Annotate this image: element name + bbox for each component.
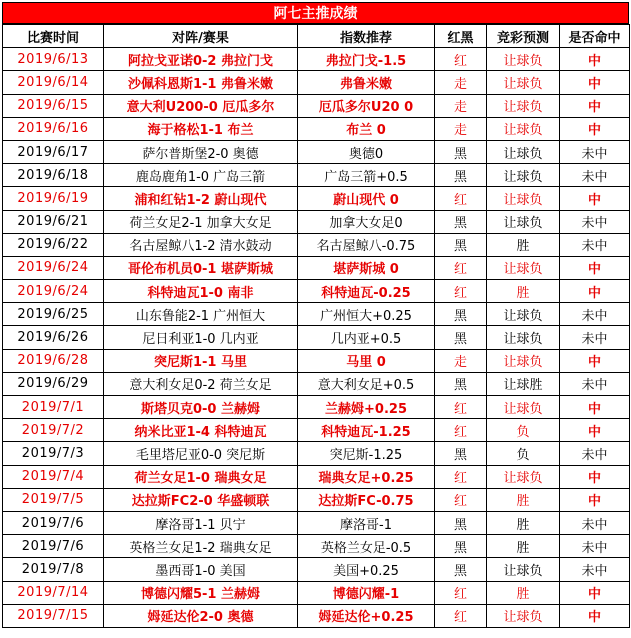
cell-red-black: 黑 bbox=[435, 140, 487, 163]
cell-result: 中 bbox=[560, 71, 630, 94]
cell-result: 未中 bbox=[560, 372, 630, 395]
cell-tip: 达拉斯FC-0.75 bbox=[298, 488, 435, 511]
cell-red-black: 红 bbox=[435, 581, 487, 604]
cell-result: 中 bbox=[560, 280, 630, 303]
cell-red-black: 红 bbox=[435, 187, 487, 210]
cell-match: 鹿岛鹿角1-0 广岛三箭 bbox=[104, 164, 298, 187]
table-row bbox=[3, 210, 630, 233]
table-row bbox=[3, 71, 630, 94]
cell-date: 2019/7/3 bbox=[3, 442, 104, 465]
cell-red-black: 黑 bbox=[435, 233, 487, 256]
cell-tip: 弗鲁米嫩 bbox=[298, 71, 435, 94]
cell-prediction: 让球负 bbox=[487, 558, 560, 581]
cell-match: 毛里塔尼亚0-0 突尼斯 bbox=[104, 442, 298, 465]
cell-match: 名古屋鲸八1-2 清水鼓动 bbox=[104, 233, 298, 256]
cell-prediction: 让球负 bbox=[487, 604, 560, 627]
header-red-black: 红黑 bbox=[435, 25, 487, 48]
cell-match: 意大利女足0-2 荷兰女足 bbox=[104, 372, 298, 395]
table-row bbox=[3, 442, 630, 465]
cell-result: 未中 bbox=[560, 233, 630, 256]
cell-prediction: 让球负 bbox=[487, 94, 560, 117]
cell-date: 2019/6/22 bbox=[3, 233, 104, 256]
cell-result: 中 bbox=[560, 94, 630, 117]
cell-tip: 厄瓜多尔U20 0 bbox=[298, 94, 435, 117]
cell-date: 2019/6/24 bbox=[3, 256, 104, 279]
cell-result: 未中 bbox=[560, 210, 630, 233]
cell-match: 墨西哥1-0 美国 bbox=[104, 558, 298, 581]
table-row bbox=[3, 581, 630, 604]
cell-red-black: 红 bbox=[435, 256, 487, 279]
table-row bbox=[3, 372, 630, 395]
header-tip: 指数推荐 bbox=[298, 25, 435, 48]
cell-result: 中 bbox=[560, 396, 630, 419]
cell-match: 荷兰女足2-1 加拿大女足 bbox=[104, 210, 298, 233]
cell-prediction: 让球负 bbox=[487, 71, 560, 94]
cell-match: 达拉斯FC2-0 华盛顿联 bbox=[104, 488, 298, 511]
cell-prediction: 让球负 bbox=[487, 48, 560, 71]
cell-date: 2019/7/1 bbox=[3, 396, 104, 419]
cell-red-black: 红 bbox=[435, 396, 487, 419]
cell-match: 山东鲁能2-1 广州恒大 bbox=[104, 303, 298, 326]
table-row bbox=[3, 256, 630, 279]
cell-date: 2019/6/14 bbox=[3, 71, 104, 94]
cell-result: 未中 bbox=[560, 558, 630, 581]
cell-red-black: 走 bbox=[435, 94, 487, 117]
header-match: 对阵/赛果 bbox=[104, 25, 298, 48]
header-prediction: 竞彩预测 bbox=[487, 25, 560, 48]
cell-match: 沙佩科恩斯1-1 弗鲁米嫩 bbox=[104, 71, 298, 94]
cell-date: 2019/6/13 bbox=[3, 48, 104, 71]
cell-date: 2019/6/15 bbox=[3, 94, 104, 117]
cell-prediction: 让球负 bbox=[487, 396, 560, 419]
cell-tip: 美国+0.25 bbox=[298, 558, 435, 581]
cell-date: 2019/7/15 bbox=[3, 604, 104, 627]
table-header-row bbox=[3, 25, 630, 48]
cell-red-black: 走 bbox=[435, 117, 487, 140]
cell-date: 2019/6/17 bbox=[3, 140, 104, 163]
cell-prediction: 胜 bbox=[487, 280, 560, 303]
cell-match: 意大利U200-0 厄瓜多尔 bbox=[104, 94, 298, 117]
table-row bbox=[3, 303, 630, 326]
cell-red-black: 黑 bbox=[435, 164, 487, 187]
cell-date: 2019/7/8 bbox=[3, 558, 104, 581]
cell-prediction: 让球负 bbox=[487, 117, 560, 140]
cell-tip: 名古屋鲸八-0.75 bbox=[298, 233, 435, 256]
cell-result: 未中 bbox=[560, 442, 630, 465]
cell-result: 中 bbox=[560, 581, 630, 604]
header-hit: 是否命中 bbox=[560, 25, 630, 48]
header-date: 比赛时间 bbox=[3, 25, 104, 48]
cell-tip: 广州恒大+0.25 bbox=[298, 303, 435, 326]
cell-date: 2019/7/4 bbox=[3, 465, 104, 488]
cell-prediction: 负 bbox=[487, 442, 560, 465]
table-row bbox=[3, 48, 630, 71]
cell-red-black: 黑 bbox=[435, 535, 487, 558]
cell-prediction: 胜 bbox=[487, 511, 560, 534]
cell-date: 2019/7/6 bbox=[3, 535, 104, 558]
cell-tip: 意大利女足+0.5 bbox=[298, 372, 435, 395]
cell-date: 2019/6/24 bbox=[3, 280, 104, 303]
cell-date: 2019/6/29 bbox=[3, 372, 104, 395]
table-row bbox=[3, 187, 630, 210]
cell-match: 浦和红钻1-2 蔚山现代 bbox=[104, 187, 298, 210]
table-row bbox=[3, 117, 630, 140]
cell-date: 2019/7/14 bbox=[3, 581, 104, 604]
table-row bbox=[3, 465, 630, 488]
cell-result: 未中 bbox=[560, 535, 630, 558]
table-row bbox=[3, 488, 630, 511]
cell-tip: 弗拉门戈-1.5 bbox=[298, 48, 435, 71]
cell-result: 中 bbox=[560, 48, 630, 71]
cell-match: 斯塔贝克0-0 兰赫姆 bbox=[104, 396, 298, 419]
cell-prediction: 让球负 bbox=[487, 465, 560, 488]
cell-red-black: 黑 bbox=[435, 511, 487, 534]
cell-red-black: 红 bbox=[435, 48, 487, 71]
cell-match: 科特迪瓦1-0 南非 bbox=[104, 280, 298, 303]
table-row bbox=[3, 233, 630, 256]
cell-red-black: 黑 bbox=[435, 303, 487, 326]
cell-result: 中 bbox=[560, 256, 630, 279]
cell-tip: 兰赫姆+0.25 bbox=[298, 396, 435, 419]
table-row bbox=[3, 349, 630, 372]
cell-match: 海于格松1-1 布兰 bbox=[104, 117, 298, 140]
cell-red-black: 红 bbox=[435, 488, 487, 511]
cell-tip: 加拿大女足0 bbox=[298, 210, 435, 233]
results-table bbox=[2, 24, 630, 628]
cell-tip: 科特迪瓦-0.25 bbox=[298, 280, 435, 303]
cell-tip: 瑞典女足+0.25 bbox=[298, 465, 435, 488]
cell-date: 2019/7/5 bbox=[3, 488, 104, 511]
cell-result: 中 bbox=[560, 117, 630, 140]
cell-result: 中 bbox=[560, 187, 630, 210]
cell-match: 哥伦布机员0-1 堪萨斯城 bbox=[104, 256, 298, 279]
cell-red-black: 走 bbox=[435, 71, 487, 94]
cell-tip: 蔚山现代 0 bbox=[298, 187, 435, 210]
cell-match: 摩洛哥1-1 贝宁 bbox=[104, 511, 298, 534]
cell-date: 2019/6/18 bbox=[3, 164, 104, 187]
cell-match: 姆延达伦2-0 奥德 bbox=[104, 604, 298, 627]
table-row bbox=[3, 419, 630, 442]
cell-date: 2019/6/26 bbox=[3, 326, 104, 349]
cell-prediction: 让球负 bbox=[487, 140, 560, 163]
cell-result: 中 bbox=[560, 465, 630, 488]
cell-match: 英格兰女足1-2 瑞典女足 bbox=[104, 535, 298, 558]
cell-tip: 姆延达伦+0.25 bbox=[298, 604, 435, 627]
cell-prediction: 让球负 bbox=[487, 326, 560, 349]
cell-red-black: 走 bbox=[435, 349, 487, 372]
cell-tip: 几内亚+0.5 bbox=[298, 326, 435, 349]
cell-tip: 马里 0 bbox=[298, 349, 435, 372]
cell-result: 未中 bbox=[560, 511, 630, 534]
cell-result: 未中 bbox=[560, 140, 630, 163]
table-row bbox=[3, 511, 630, 534]
cell-prediction: 胜 bbox=[487, 581, 560, 604]
cell-match: 荷兰女足1-0 瑞典女足 bbox=[104, 465, 298, 488]
table-row bbox=[3, 164, 630, 187]
cell-date: 2019/6/28 bbox=[3, 349, 104, 372]
cell-red-black: 红 bbox=[435, 419, 487, 442]
cell-red-black: 黑 bbox=[435, 326, 487, 349]
cell-tip: 布兰 0 bbox=[298, 117, 435, 140]
cell-prediction: 让球负 bbox=[487, 164, 560, 187]
cell-result: 未中 bbox=[560, 303, 630, 326]
cell-date: 2019/6/25 bbox=[3, 303, 104, 326]
cell-date: 2019/6/21 bbox=[3, 210, 104, 233]
cell-date: 2019/6/16 bbox=[3, 117, 104, 140]
cell-red-black: 黑 bbox=[435, 442, 487, 465]
cell-tip: 博德闪耀-1 bbox=[298, 581, 435, 604]
cell-match: 萨尔普斯堡2-0 奥德 bbox=[104, 140, 298, 163]
table-row bbox=[3, 535, 630, 558]
cell-red-black: 红 bbox=[435, 465, 487, 488]
table-row bbox=[3, 396, 630, 419]
cell-result: 未中 bbox=[560, 164, 630, 187]
cell-match: 尼日利亚1-0 几内亚 bbox=[104, 326, 298, 349]
cell-tip: 堪萨斯城 0 bbox=[298, 256, 435, 279]
cell-prediction: 让球负 bbox=[487, 210, 560, 233]
cell-result: 中 bbox=[560, 604, 630, 627]
cell-date: 2019/7/6 bbox=[3, 511, 104, 534]
cell-prediction: 胜 bbox=[487, 233, 560, 256]
cell-prediction: 让球负 bbox=[487, 256, 560, 279]
cell-prediction: 让球胜 bbox=[487, 372, 560, 395]
cell-red-black: 红 bbox=[435, 280, 487, 303]
cell-tip: 科特迪瓦-1.25 bbox=[298, 419, 435, 442]
cell-match: 纳米比亚1-4 科特迪瓦 bbox=[104, 419, 298, 442]
cell-result: 中 bbox=[560, 349, 630, 372]
cell-red-black: 黑 bbox=[435, 558, 487, 581]
cell-tip: 英格兰女足-0.5 bbox=[298, 535, 435, 558]
cell-red-black: 黑 bbox=[435, 210, 487, 233]
cell-match: 突尼斯1-1 马里 bbox=[104, 349, 298, 372]
table-row bbox=[3, 604, 630, 627]
table-row bbox=[3, 326, 630, 349]
table-row bbox=[3, 94, 630, 117]
cell-result: 中 bbox=[560, 419, 630, 442]
table-row bbox=[3, 140, 630, 163]
cell-tip: 摩洛哥-1 bbox=[298, 511, 435, 534]
cell-match: 博德闪耀5-1 兰赫姆 bbox=[104, 581, 298, 604]
table-row bbox=[3, 558, 630, 581]
table-row bbox=[3, 280, 630, 303]
cell-date: 2019/6/19 bbox=[3, 187, 104, 210]
page-title: 阿七主推成绩 bbox=[2, 2, 629, 24]
cell-tip: 突尼斯-1.25 bbox=[298, 442, 435, 465]
cell-prediction: 让球负 bbox=[487, 349, 560, 372]
cell-prediction: 让球负 bbox=[487, 303, 560, 326]
cell-result: 未中 bbox=[560, 326, 630, 349]
cell-prediction: 胜 bbox=[487, 488, 560, 511]
cell-prediction: 负 bbox=[487, 419, 560, 442]
cell-match: 阿拉戈亚诺0-2 弗拉门戈 bbox=[104, 48, 298, 71]
cell-prediction: 胜 bbox=[487, 535, 560, 558]
cell-tip: 奥德0 bbox=[298, 140, 435, 163]
cell-date: 2019/7/2 bbox=[3, 419, 104, 442]
cell-red-black: 红 bbox=[435, 604, 487, 627]
cell-red-black: 黑 bbox=[435, 372, 487, 395]
cell-prediction: 让球负 bbox=[487, 187, 560, 210]
cell-result: 中 bbox=[560, 488, 630, 511]
cell-tip: 广岛三箭+0.5 bbox=[298, 164, 435, 187]
